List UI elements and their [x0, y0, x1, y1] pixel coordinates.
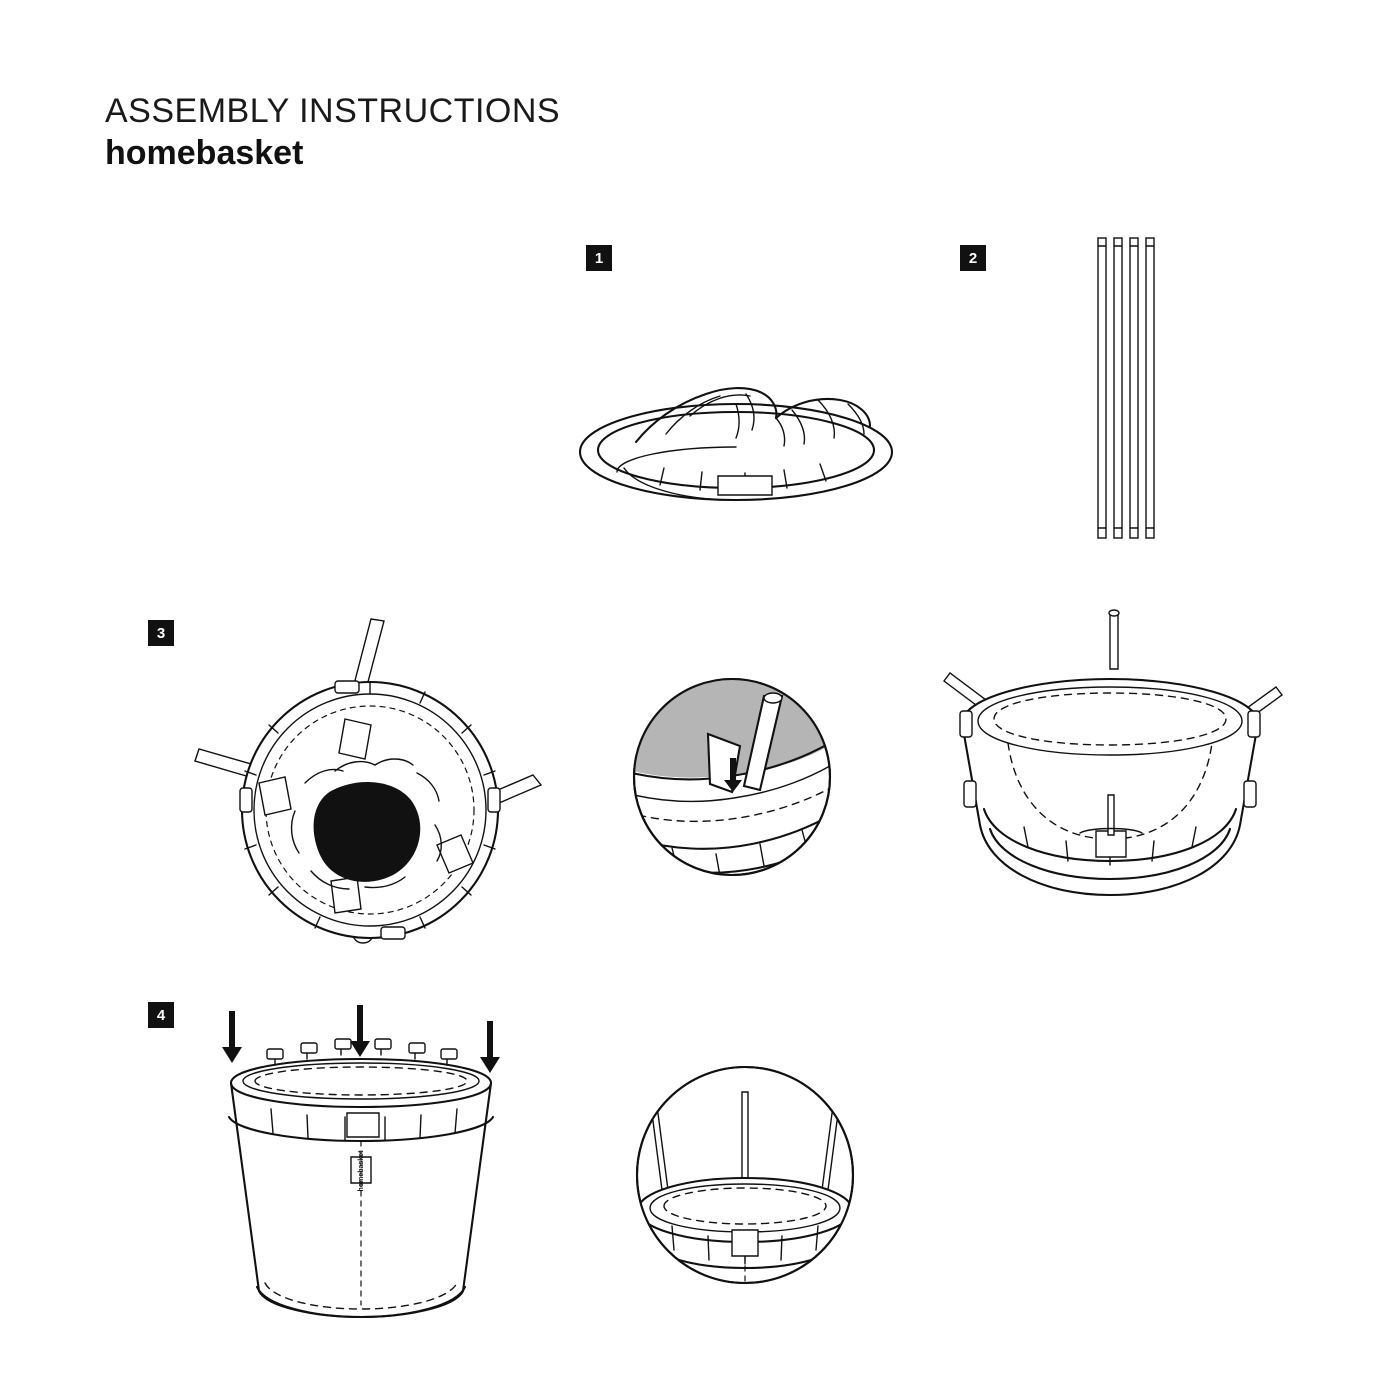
figure-step-3-detail-callout [612, 672, 852, 882]
step-badge-4: 4 [148, 1002, 174, 1028]
pole-2 [1114, 238, 1122, 538]
heading-overline: ASSEMBLY INSTRUCTIONS [105, 92, 561, 130]
figure-step-1 [540, 330, 930, 530]
figure-step-3-top-view [185, 595, 555, 955]
figure-step-3-perspective-view [920, 595, 1300, 925]
step-badge-3: 3 [148, 620, 174, 646]
brand-label: homebasket [358, 1150, 365, 1192]
figure-step-2 [1080, 232, 1190, 552]
product-name: homebasket [105, 134, 304, 173]
step-badge-1: 1 [586, 245, 612, 271]
pole-3 [1130, 238, 1138, 538]
figure-step-4-detail-callout [620, 1050, 870, 1300]
pole-4 [1146, 238, 1154, 538]
step-badge-2: 2 [960, 245, 986, 271]
figure-step-4-assembled [195, 1005, 525, 1325]
page-title [105, 92, 560, 172]
pole-1 [1098, 238, 1106, 538]
